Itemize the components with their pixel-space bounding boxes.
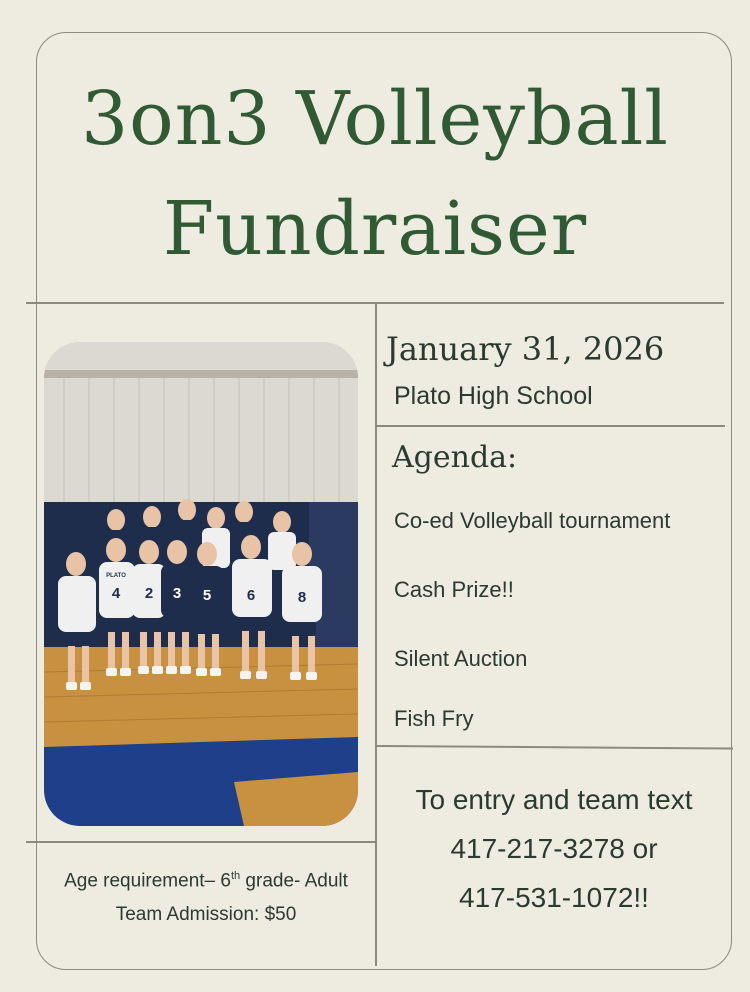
agenda-item: Fish Fry [394, 706, 474, 731]
contact-line-1: To entry and team text [415, 784, 693, 815]
agenda-item: Silent Auction [394, 646, 528, 671]
jersey-number: 8 [297, 589, 307, 606]
divider-vertical [375, 302, 377, 966]
event-date: January 31, 2026 [386, 330, 665, 368]
title-line-2: Fundraiser [162, 186, 588, 272]
jersey-number: 4 [111, 585, 121, 602]
agenda-item: Cash Prize!! [394, 577, 514, 602]
agenda-heading: Agenda: [392, 440, 518, 475]
jersey-text: PLATO [106, 573, 126, 579]
jersey-number: 3 [172, 585, 182, 602]
team-photo-illustration [44, 342, 358, 826]
team-photo [44, 342, 358, 826]
jersey-number: 6 [246, 587, 256, 604]
divider-right-1 [375, 425, 725, 427]
divider-left-bottom [26, 841, 376, 843]
agenda-item: Co-ed Volleyball tournament [394, 508, 671, 533]
team-admission: Team Admission: $50 [115, 904, 297, 925]
title-line-1: 3on3 Volleyball [81, 76, 669, 162]
age-requirement: Age requirement– 6th grade- Adult [64, 870, 348, 892]
contact-phone-2: 417-531-1072!! [459, 882, 649, 913]
contact-phone-1: 417-217-3278 or [450, 833, 658, 864]
event-location: Plato High School [394, 382, 593, 410]
jersey-number: 5 [202, 587, 212, 604]
jersey-number: 2 [144, 585, 154, 602]
